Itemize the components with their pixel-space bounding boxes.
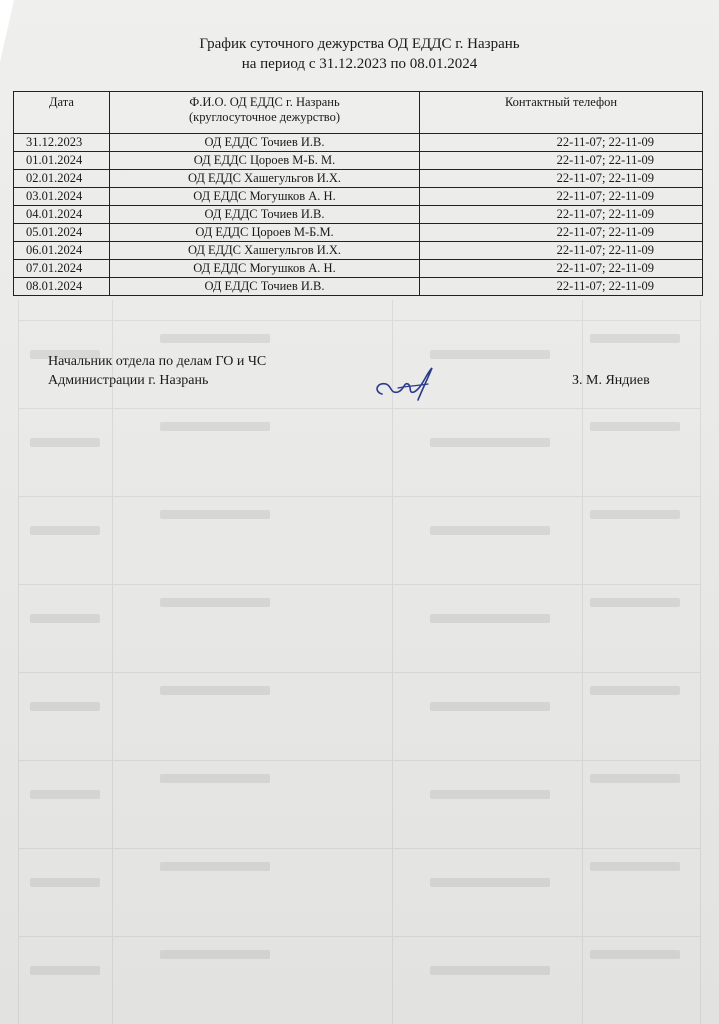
date-cell: 06.01.2024: [14, 242, 110, 260]
name-cell: ОД ЕДДС Могушков А. Н.: [110, 188, 420, 206]
column-header-name: [110, 92, 420, 134]
phone-cell: 22-11-07; 22-11-09: [420, 134, 703, 152]
table-row: [14, 224, 703, 242]
table-row: [14, 188, 703, 206]
signatory-name: З. М. Яндиев: [572, 373, 650, 388]
name-cell: ОД ЕДДС Хашегульгов И.Х.: [110, 170, 420, 188]
document-period: на период с 31.12.2023 по 08.01.2024: [241, 56, 478, 72]
table-row: [14, 278, 703, 296]
phone-cell: 22-11-07; 22-11-09: [420, 170, 703, 188]
handwritten-signature: [368, 364, 448, 404]
table-row: [14, 134, 703, 152]
name-cell: ОД ЕДДС Цороев М-Б.М.: [110, 224, 420, 242]
phone-cell: 22-11-07; 22-11-09: [420, 242, 703, 260]
table-row: [14, 242, 703, 260]
duty-schedule-table: [13, 91, 703, 296]
date-cell: 05.01.2024: [14, 224, 110, 242]
name-cell: ОД ЕДДС Точиев И.В.: [110, 134, 420, 152]
table-header-row: [14, 92, 703, 134]
document-title: График суточного дежурства ОД ЕДДС г. Назрань: [199, 36, 520, 52]
reverse-side-show-through: [0, 300, 719, 1024]
phone-cell: 22-11-07; 22-11-09: [420, 224, 703, 242]
table-row: [14, 152, 703, 170]
name-cell: ОД ЕДДС Могушков А. Н.: [110, 260, 420, 278]
table-row: [14, 170, 703, 188]
date-cell: 03.01.2024: [14, 188, 110, 206]
date-cell: 01.01.2024: [14, 152, 110, 170]
date-cell: 07.01.2024: [14, 260, 110, 278]
name-cell: ОД ЕДДС Хашегульгов И.Х.: [110, 242, 420, 260]
column-header-date: Дата: [14, 92, 110, 134]
phone-cell: 22-11-07; 22-11-09: [420, 278, 703, 296]
name-cell: ОД ЕДДС Точиев И.В.: [110, 278, 420, 296]
name-cell: ОД ЕДДС Цороев М-Б. М.: [110, 152, 420, 170]
date-cell: 04.01.2024: [14, 206, 110, 224]
table-row: [14, 260, 703, 278]
signatory-position-line1: Начальник отдела по делам ГО и ЧС: [48, 354, 267, 369]
phone-cell: 22-11-07; 22-11-09: [420, 188, 703, 206]
date-cell: 02.01.2024: [14, 170, 110, 188]
phone-cell: 22-11-07; 22-11-09: [420, 260, 703, 278]
phone-cell: 22-11-07; 22-11-09: [420, 152, 703, 170]
name-cell: ОД ЕДДС Точиев И.В.: [110, 206, 420, 224]
table-row: [14, 206, 703, 224]
date-cell: 08.01.2024: [14, 278, 110, 296]
signatory-position-line2: Администрации г. Назрань: [48, 373, 209, 388]
phone-cell: 22-11-07; 22-11-09: [420, 206, 703, 224]
date-cell: 31.12.2023: [14, 134, 110, 152]
column-header-phone: Контактный телефон: [420, 92, 703, 134]
column-header-name-text: Ф.И.О. ОД ЕДДС г. Назрань (круглосуточное дежурство): [188, 95, 341, 124]
